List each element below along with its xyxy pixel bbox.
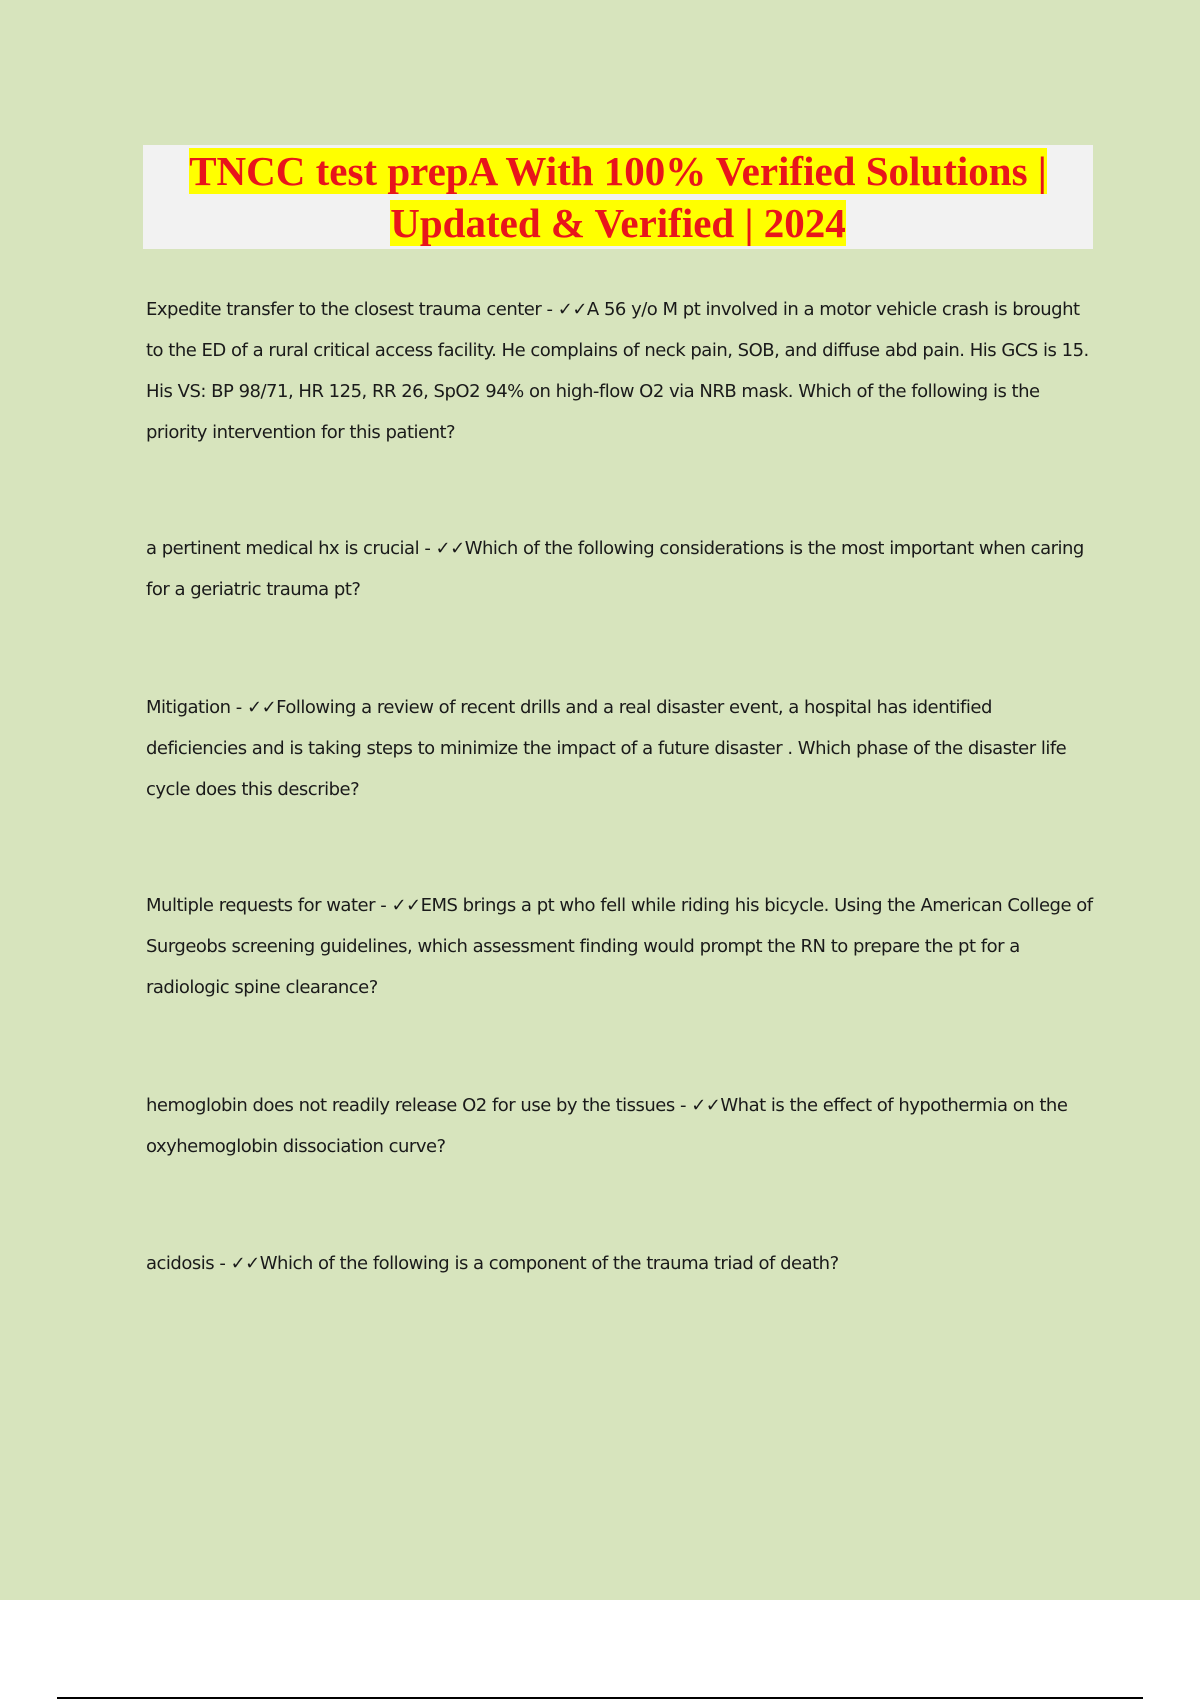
qa-item-4 [146,885,1096,1008]
qa-item-1 [146,289,1096,453]
qa-separator: - [541,299,558,320]
double-check-icon: ✓✓ [557,299,587,320]
title-line-1: TNCC test prepA With 100% Verified Solutions | [189,148,1047,194]
double-check-icon: ✓✓ [391,895,421,916]
footer-rule [57,1697,1143,1699]
qa-question: Following a review of recent drills and a real disaster event, a hospital has identified deficiencies and is taking steps to minimize the impact of a future disaster . Which phase of the disaster life cycle does this describe? [146,697,1067,800]
qa-separator: - [375,895,392,916]
qa-answer: a pertinent medical hx is crucial [146,538,420,559]
qa-item-3 [146,687,1096,810]
qa-answer: Expedite transfer to the closest trauma center [146,299,542,320]
double-check-icon: ✓✓ [691,1095,721,1116]
qa-separator: - [674,1095,692,1116]
qa-question: A 56 y/o M pt involved in a motor vehicle crash is brought to the ED of a rural critical access facility. He complains of neck pain, SOB, and diffuse abd pain. His GCS is 15. His VS: BP 98/71, HR 125, RR 26, SpO2 94% on high-flow O2 via NRB mask. Which of the following is the priority intervention for this patient? [146,299,1089,443]
qa-item-2 [146,528,1096,610]
qa-answer: Mitigation [146,697,231,718]
double-check-icon: ✓✓ [435,538,465,559]
qa-question: EMS brings a pt who fell while riding his bicycle. Using the American College of Surgeobs screening guidelines, which assessment finding would prompt the RN to prepare the pt for a radiologic spine clearance? [146,895,1093,998]
qa-item-5 [146,1085,1096,1167]
double-check-icon: ✓✓ [230,1253,260,1274]
qa-answer: hemoglobin does not readily release O2 for use by the tissues [146,1095,675,1116]
qa-answer: acidosis [146,1253,215,1274]
double-check-icon: ✓✓ [246,697,277,718]
qa-separator: - [230,697,247,718]
qa-question: Which of the following considerations is the most important when caring for a geriatric trauma pt? [146,538,1084,600]
qa-question: What is the effect of hypothermia on the oxyhemoglobin dissociation curve? [146,1095,1068,1157]
title-banner [143,145,1093,249]
qa-answer: Multiple requests for water [146,895,375,916]
qa-question: Which of the following is a component of the trauma triad of death? [259,1253,839,1274]
title-line-2: Updated & Verified | 2024 [390,200,846,246]
qa-separator: - [214,1253,231,1274]
qa-item-6 [146,1243,1096,1284]
qa-separator: - [419,538,436,559]
document-title [143,145,1093,249]
